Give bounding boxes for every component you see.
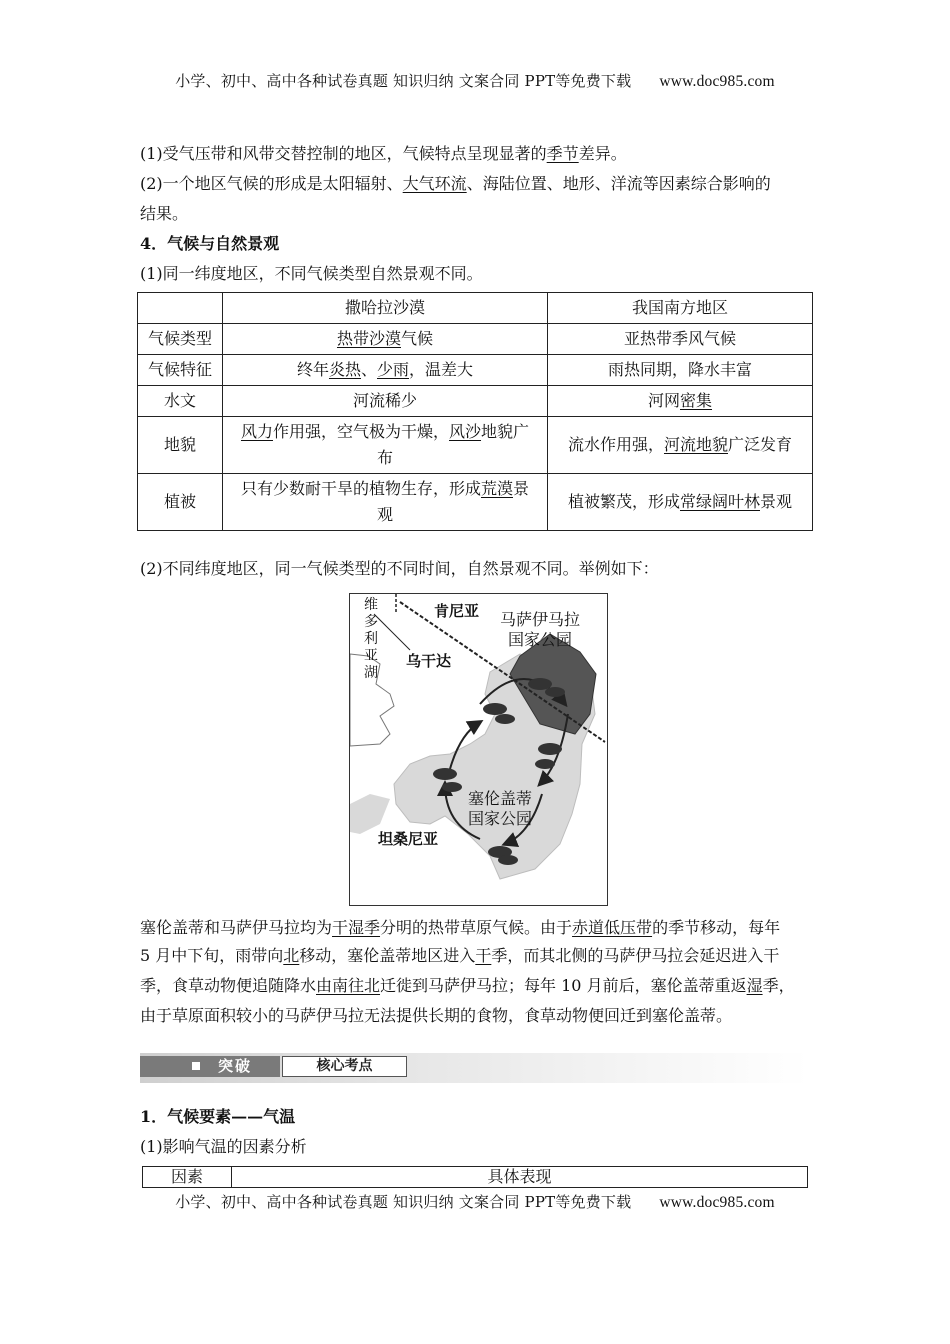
table-row: [138, 355, 813, 386]
text: 作用强，空气极为干燥，: [272, 422, 449, 441]
table-cell: [223, 474, 548, 531]
banner-dark-block: [140, 1056, 280, 1077]
table-header-south-china: 我国南方地区: [548, 293, 813, 324]
text: 只有少数耐干旱的植物生存，形成: [240, 479, 481, 498]
text: (2)一个地区气候的形成是太阳辐射、: [140, 174, 403, 193]
header-site-link[interactable]: www.doc985.com: [659, 73, 775, 90]
table-header-factor: 因素: [143, 1167, 232, 1188]
migration-paragraph-line: 由于草原面积较小的马萨伊马拉无法提供长期的食物，食草动物便回迁到塞伦盖蒂。: [140, 1006, 733, 1025]
temperature-factor-table: [142, 1166, 808, 1188]
migration-paragraph-line: 塞伦盖蒂和马萨伊马拉均为干湿季分明的热带草原气候。由于赤道低压带的季节移动，每年: [140, 918, 781, 937]
text: 景: [513, 479, 530, 498]
text: 流水作用强，: [567, 435, 664, 454]
underlined-answer: 密集: [680, 391, 713, 410]
table-row: [138, 417, 813, 474]
text: 、海陆位置、地形、洋流等因素综合影响的: [466, 174, 771, 193]
table-cell: [223, 355, 548, 386]
banner-subtitle: 核心考点: [282, 1056, 407, 1077]
migration-paragraph-line: 5 月中下旬，雨带向北移动，塞伦盖蒂地区进入干季，而其北侧的马萨伊马拉会延迟进入干: [140, 946, 780, 965]
text: ，温差大: [409, 360, 474, 379]
row-header: 植被: [138, 474, 223, 531]
migration-map: [349, 593, 608, 906]
table-cell: [138, 293, 223, 324]
header-text: 小学、初中、高中各种试卷真题 知识归纳 文案合同 PPT等免费下载: [175, 72, 632, 90]
table-row: [138, 386, 813, 417]
text: 布: [376, 448, 393, 467]
table-row: [138, 293, 813, 324]
table-cell: [548, 417, 813, 474]
kenya-label: 肯尼亚: [434, 602, 480, 620]
serengeti-label: 塞伦盖蒂 国家公园: [468, 789, 533, 828]
paragraph-5: (1)影响气温的因素分析: [140, 1137, 307, 1156]
table-cell: [223, 324, 548, 355]
table-cell: [548, 474, 813, 531]
paragraph-1: [140, 143, 820, 165]
row-header: 地貌: [138, 417, 223, 474]
text: 河网: [647, 391, 680, 410]
footer-site-link[interactable]: www.doc985.com: [659, 1194, 775, 1211]
section-heading-4: 4．气候与自然景观: [140, 234, 280, 253]
page-footer: [0, 1191, 950, 1212]
text: (1)受气压带和风带交替控制的地区，气候特点呈现显著的: [140, 144, 547, 163]
lake-victoria-label: 维 多 利 亚 湖: [364, 597, 378, 681]
row-header: 气候类型: [138, 324, 223, 355]
table-cell: 雨热同期，降水丰富: [548, 355, 813, 386]
table-header-sahara: 撒哈拉沙漠: [223, 293, 548, 324]
text: 景观: [760, 492, 793, 511]
square-bullet-icon: [192, 1062, 200, 1070]
underlined-answer: 常绿阔叶林: [679, 492, 760, 511]
paragraph-4: (2)不同纬度地区，同一气候类型的不同时间，自然景观不同。举例如下：: [140, 559, 659, 578]
banner-title: 突破: [218, 1057, 253, 1075]
text: 观: [376, 505, 393, 524]
section-heading-1: 1．气候要素——气温: [140, 1107, 296, 1126]
text: 、: [360, 360, 377, 379]
text: 地貌广: [481, 422, 530, 441]
underlined-answer: 热带沙漠: [336, 329, 401, 348]
uganda-pointer: [374, 614, 410, 650]
row-header: 气候特征: [138, 355, 223, 386]
footer-text: 小学、初中、高中各种试卷真题 知识归纳 文案合同 PPT等免费下载: [175, 1193, 632, 1211]
paragraph-2-cont: 结果。: [140, 204, 189, 223]
table-header-detail: 具体表现: [232, 1167, 808, 1188]
paragraph-2: [140, 173, 820, 195]
underlined-answer: 少雨: [377, 360, 410, 379]
paragraph-3: (1)同一纬度地区，不同气候类型自然景观不同。: [140, 264, 483, 283]
underlined-answer: 风力: [240, 422, 273, 441]
text: 广泛发育: [728, 435, 793, 454]
page-header: [0, 70, 950, 91]
section-banner: [140, 1053, 808, 1083]
table-row: [138, 324, 813, 355]
underlined-answer: 河流地貌: [663, 435, 728, 454]
table-cell: [223, 417, 548, 474]
text: 植被繁茂，形成: [567, 492, 680, 511]
masai-mara-label: 马萨伊马拉 国家公园: [500, 610, 581, 649]
table-row: [138, 474, 813, 531]
underlined-answer: 风沙: [449, 422, 482, 441]
underlined-answer: 炎热: [328, 360, 361, 379]
tanzania-label: 坦桑尼亚: [378, 830, 439, 848]
migration-paragraph-line: 季，食草动物便追随降水由南往北迁徙到马萨伊马拉；每年 10 月前后，塞伦盖蒂重返湿季，: [140, 976, 795, 995]
climate-landscape-table: [137, 292, 813, 531]
underlined-answer: 大气环流: [402, 174, 467, 193]
table-cell: 亚热带季风气候: [548, 324, 813, 355]
text: 终年: [296, 360, 329, 379]
row-header: 水文: [138, 386, 223, 417]
table-row: [143, 1167, 808, 1188]
text: 气候: [401, 329, 434, 348]
table-cell: [548, 386, 813, 417]
underlined-answer: 荒漠: [480, 479, 513, 498]
table-cell: 河流稀少: [223, 386, 548, 417]
underlined-answer: 季节: [546, 144, 579, 163]
text: 差异。: [578, 144, 627, 163]
uganda-label: 乌干达: [406, 652, 452, 670]
